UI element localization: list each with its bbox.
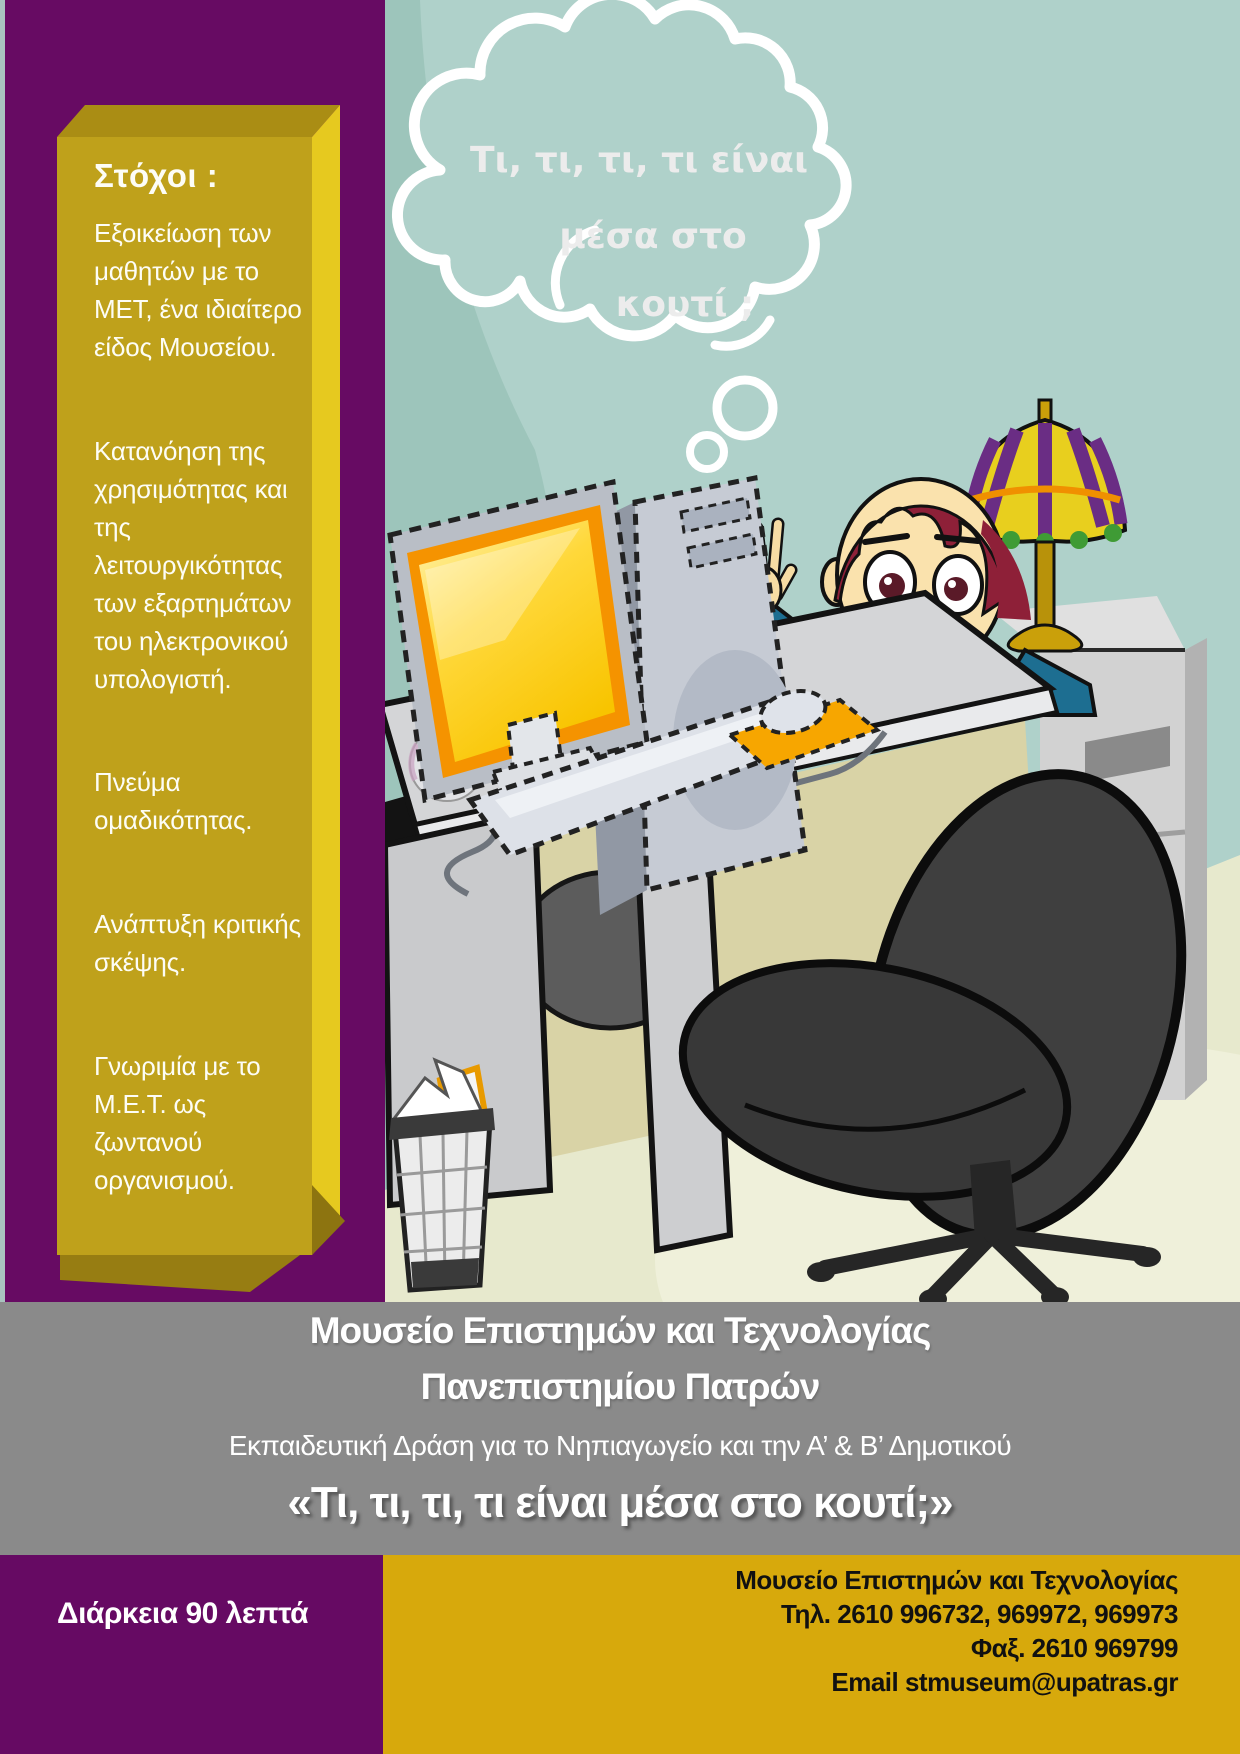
goals-panel [57, 137, 312, 1255]
bubble-text-line3: κουτί ; [615, 284, 755, 325]
bubble-text-line2: μέσα στο [559, 216, 747, 257]
contact-phone: Τηλ. 2610 996732, 969972, 969973 [781, 1599, 1178, 1629]
goal-item: Κατανόηση της χρησιμότητας και της λειτουργικότητας των εξαρτημάτων του ηλεκτρονικού υπολογιστή. [94, 435, 292, 694]
footer [0, 1555, 1240, 1754]
goal-item: Πνεύμα ομαδικότητας. [94, 767, 253, 836]
banner-headline: «Τι, τι, τι, τι είναι μέσα στο κουτί;» [287, 1478, 953, 1527]
banner [0, 1302, 1240, 1555]
illustration [385, 0, 1240, 1302]
footer-contact-block [383, 1555, 1240, 1754]
goldbox-right-face [312, 105, 340, 1255]
bubble-trail-large [717, 380, 773, 436]
banner-title-line1: Μουσείο Επιστημών και Τεχνολογίας [309, 1310, 931, 1351]
goal-item: Γνωριμία με το Μ.Ε.Τ. ως ζωντανού οργανισμού. [94, 1051, 261, 1196]
sidebar [0, 0, 385, 1302]
goldbox-bottom-shadow [60, 1255, 300, 1292]
contact-email: Email stmuseum@upatras.gr [831, 1667, 1178, 1697]
goals-heading: Στόχοι : [94, 157, 219, 194]
lamp-stand [1036, 542, 1054, 627]
footer-duration-block [0, 1555, 383, 1754]
goal-item: Εξοικείωση των μαθητών με το ΜΕΤ, ένα ιδιαίτερο είδος Μουσείου. [94, 218, 302, 362]
contact-info [735, 1563, 1178, 1699]
contact-fax: Φαξ. 2610 969799 [970, 1633, 1178, 1663]
trash-base-band [411, 1258, 479, 1288]
bubble-trail-medium [690, 435, 724, 469]
banner-title-line2: Πανεπιστημίου Πατρών [420, 1366, 820, 1407]
boy-eyebrow-right [937, 537, 978, 541]
bubble-text-line1: Τι, τι, τι, τι είναι [469, 140, 809, 181]
duration-text: Διάρκεια 90 λεπτά [57, 1597, 309, 1630]
goldbox-top-face [57, 105, 340, 137]
goal-item: Ανάπτυξη κριτικής σκέψης. [94, 909, 301, 978]
contact-org: Μουσείο Επιστημών και Τεχνολογίας [735, 1565, 1178, 1595]
banner-subtitle: Εκπαιδευτική Δράση για το Νηπιαγωγείο και την Α’ & Β’ Δημοτικού [228, 1430, 1012, 1461]
cabinet-side [1185, 638, 1207, 1100]
